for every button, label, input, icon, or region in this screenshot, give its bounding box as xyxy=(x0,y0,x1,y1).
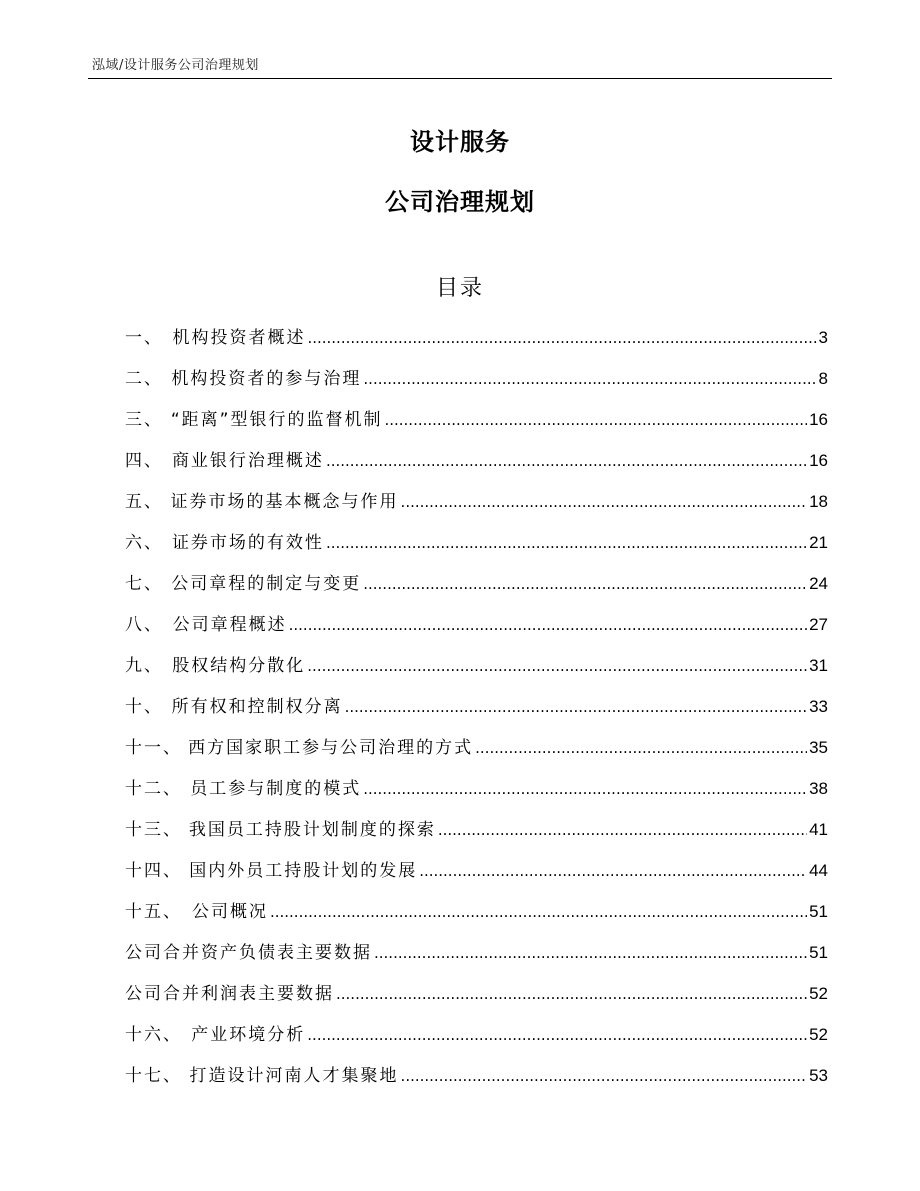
toc-entry-leader-dots xyxy=(307,1026,807,1044)
toc-entry-leader-dots xyxy=(419,862,807,880)
toc-entry-leader-dots xyxy=(336,985,807,1003)
toc-entry-page-number: 41 xyxy=(809,820,828,839)
toc-entry-title: 公司概况 xyxy=(191,902,268,922)
toc-entry-title: 公司合并资产负债表主要数据 xyxy=(125,943,372,963)
toc-entry-leader-dots xyxy=(307,329,816,347)
toc-entry-leader-dots xyxy=(307,657,807,675)
toc-entry-page-number: 16 xyxy=(809,451,828,470)
toc-entry[interactable] xyxy=(125,897,828,938)
toc-entry-title: 机构投资者概述 xyxy=(172,328,306,348)
header-rule xyxy=(88,78,832,79)
toc-entry-page-number: 24 xyxy=(809,574,828,593)
toc-entry-number: 十一、 xyxy=(125,738,182,758)
toc-heading: 目录 xyxy=(435,276,484,301)
toc-entry-page-number: 3 xyxy=(818,328,828,347)
toc-entry[interactable] xyxy=(125,528,828,569)
toc-entry-number: 一、 xyxy=(125,328,163,348)
toc-entry-number: 八、 xyxy=(125,615,163,635)
toc-entry[interactable] xyxy=(125,446,828,487)
toc-entry-title: 股权结构分散化 xyxy=(172,656,306,676)
toc-entry[interactable] xyxy=(125,323,828,364)
toc-entry-title: 我国员工持股计划制度的探索 xyxy=(188,820,436,840)
toc-entry-leader-dots xyxy=(326,534,807,552)
toc-entry-title: 商业银行治理概述 xyxy=(171,451,324,471)
toc-entry-page-number: 35 xyxy=(809,738,828,757)
toc-entry-number: 十七、 xyxy=(125,1066,182,1086)
toc-entry-page-number: 18 xyxy=(809,492,828,511)
toc-entry[interactable] xyxy=(125,815,828,856)
toc-entry-page-number: 52 xyxy=(809,1025,828,1044)
toc-entry[interactable] xyxy=(125,733,828,774)
toc-entry[interactable] xyxy=(125,979,828,1020)
toc-entry-title: “距离”型银行的监督机制 xyxy=(170,410,383,430)
toc-entry-leader-dots xyxy=(270,903,807,921)
toc-entry-title: 打造设计河南人才集聚地 xyxy=(189,1066,399,1086)
toc-entry-number: 九、 xyxy=(125,656,163,676)
table-of-contents xyxy=(125,323,828,1102)
toc-entry-number: 三、 xyxy=(125,410,163,430)
toc-entry-number: 十四、 xyxy=(125,861,182,881)
toc-entry[interactable] xyxy=(125,1020,828,1061)
toc-entry-title: 证券市场的有效性 xyxy=(171,533,324,553)
toc-entry-leader-dots xyxy=(326,452,807,470)
toc-entry[interactable] xyxy=(125,405,828,446)
toc-entry[interactable] xyxy=(125,774,828,815)
toc-entry-title: 公司章程概述 xyxy=(172,615,287,635)
toc-entry-title: 西方国家职工参与公司治理的方式 xyxy=(188,738,474,758)
toc-entry-leader-dots xyxy=(401,493,808,511)
toc-entry-title: 国内外员工持股计划的发展 xyxy=(189,861,418,881)
toc-entry-leader-dots xyxy=(475,739,807,757)
toc-entry-number: 十六、 xyxy=(125,1025,182,1045)
toc-entry-title: 机构投资者的参与治理 xyxy=(171,369,362,389)
toc-entry[interactable] xyxy=(125,487,828,528)
toc-entry-number: 七、 xyxy=(125,574,163,594)
toc-entry[interactable] xyxy=(125,1061,828,1102)
toc-entry-leader-dots xyxy=(438,821,807,839)
toc-entry-leader-dots xyxy=(363,575,807,593)
toc-entry-title: 公司合并利润表主要数据 xyxy=(125,984,334,1004)
toc-entry-title: 所有权和控制权分离 xyxy=(171,697,343,717)
toc-entry-page-number: 27 xyxy=(809,615,828,634)
toc-entry-title: 公司章程的制定与变更 xyxy=(171,574,362,594)
toc-entry[interactable] xyxy=(125,610,828,651)
toc-entry-page-number: 52 xyxy=(809,984,828,1003)
document-title-line2: 公司治理规划 xyxy=(385,188,535,216)
toc-entry-leader-dots xyxy=(345,698,808,716)
toc-entry-title: 产业环境分析 xyxy=(191,1025,306,1045)
toc-entry-leader-dots xyxy=(289,616,807,634)
toc-entry-number: 六、 xyxy=(125,533,163,553)
toc-entry[interactable] xyxy=(125,364,828,405)
toc-entry-leader-dots xyxy=(401,1067,808,1085)
toc-entry-title: 员工参与制度的模式 xyxy=(190,779,362,799)
toc-entry-page-number: 31 xyxy=(809,656,828,675)
toc-entry-leader-dots xyxy=(363,370,816,388)
toc-entry-leader-dots xyxy=(374,944,807,962)
toc-entry-number: 十五、 xyxy=(125,902,182,922)
toc-entry-number: 四、 xyxy=(125,451,163,471)
toc-entry-page-number: 51 xyxy=(809,902,828,921)
toc-entry-number: 十、 xyxy=(125,697,163,717)
toc-entry-number: 五、 xyxy=(125,492,163,512)
toc-entry-page-number: 51 xyxy=(809,943,828,962)
toc-entry-page-number: 33 xyxy=(809,697,828,716)
toc-entry-page-number: 21 xyxy=(809,533,828,552)
toc-entry[interactable] xyxy=(125,692,828,733)
toc-entry-page-number: 16 xyxy=(809,410,828,429)
toc-entry-number: 十二、 xyxy=(125,779,182,799)
toc-entry-leader-dots xyxy=(363,780,807,798)
document-title-line1: 设计服务 xyxy=(410,128,510,156)
toc-entry-leader-dots xyxy=(384,411,807,429)
toc-entry[interactable] xyxy=(125,569,828,610)
toc-entry[interactable] xyxy=(125,856,828,897)
running-header: 泓域/设计服务公司治理规划 xyxy=(92,58,259,73)
toc-entry-page-number: 8 xyxy=(818,369,828,388)
toc-entry[interactable] xyxy=(125,938,828,979)
toc-entry[interactable] xyxy=(125,651,828,692)
toc-entry-page-number: 38 xyxy=(809,779,828,798)
toc-entry-title: 证券市场的基本概念与作用 xyxy=(170,492,399,512)
toc-entry-page-number: 44 xyxy=(809,861,828,880)
toc-entry-number: 十三、 xyxy=(125,820,182,840)
toc-entry-page-number: 53 xyxy=(809,1066,828,1085)
toc-entry-number: 二、 xyxy=(125,369,163,389)
